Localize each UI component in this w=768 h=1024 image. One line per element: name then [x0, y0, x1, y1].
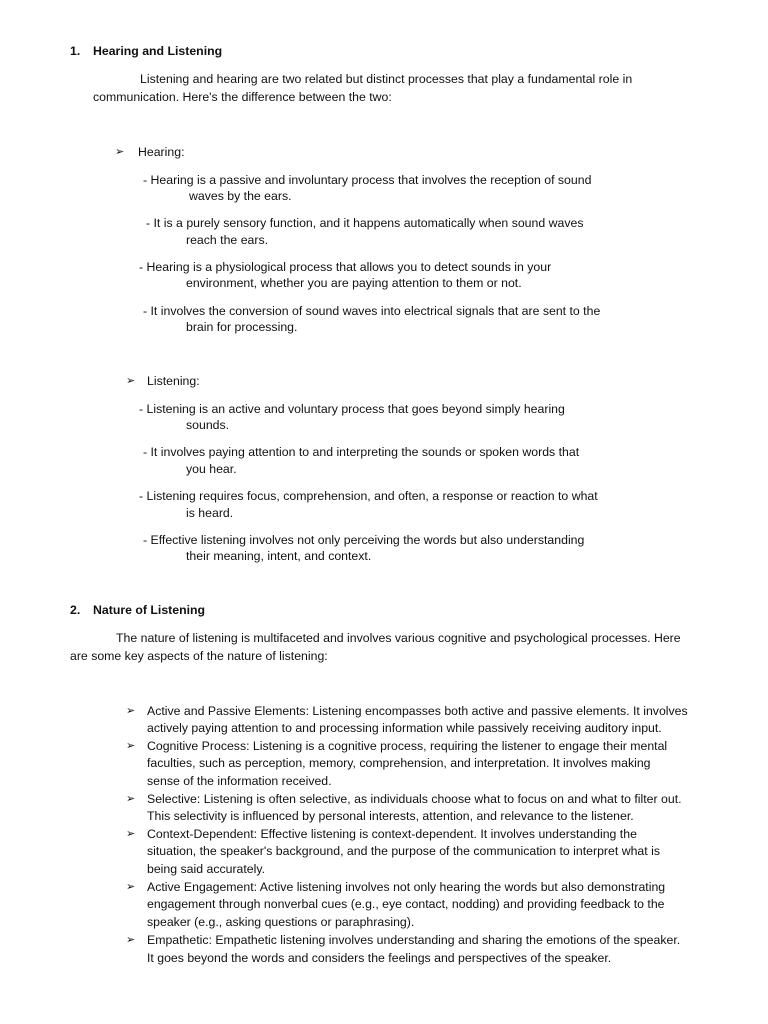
arrowhead-bullet-icon: ➢: [126, 881, 136, 893]
point-line: - Effective listening involves not only perceiving the words but also understanding: [143, 533, 585, 547]
arrowhead-bullet-icon: ➢: [126, 793, 136, 805]
list-item-line: sense of the information received.: [147, 774, 332, 788]
list-item-line: being said accurately.: [147, 862, 266, 876]
arrowhead-bullet-icon: ➢: [126, 705, 136, 717]
point-line: - Hearing is a physiological process that allows you to detect sounds in your: [139, 260, 552, 274]
point-line: - It involves the conversion of sound waves into electrical signals that are sent to the: [143, 304, 601, 318]
point-line: their meaning, intent, and context.: [186, 549, 372, 563]
section-title: Nature of Listening: [93, 603, 206, 617]
subheading-listening: Listening:: [147, 374, 200, 388]
list-item-line: situation, the speaker's background, and the purpose of the communication to interpret what is: [147, 844, 660, 858]
point-line: sounds.: [186, 418, 230, 432]
arrowhead-bullet-icon: ➢: [126, 740, 136, 752]
list-item-line: speaker (e.g., asking questions or paraphrasing).: [147, 915, 415, 929]
section-number: 1.: [70, 44, 81, 58]
point-line: - Hearing is a passive and involuntary process that involves the reception of sound: [143, 173, 592, 187]
point-line: reach the ears.: [186, 233, 269, 247]
arrowhead-bullet-icon: ➢: [126, 375, 136, 387]
paragraph-line: The nature of listening is multifaceted and involves various cognitive and psychological processes. Here: [116, 631, 681, 645]
list-item-line: This selectivity is influenced by personal interests, attention, and relevance to the listener.: [147, 809, 634, 823]
point-line: you hear.: [186, 462, 237, 476]
list-item-line: Active and Passive Elements: Listening encompasses both active and passive elements. It involves: [147, 704, 688, 718]
list-item-line: It goes beyond the words and considers the feelings and perspectives of the speaker.: [147, 951, 612, 965]
point-line: brain for processing.: [186, 320, 298, 334]
arrowhead-bullet-icon: ➢: [126, 934, 136, 946]
list-item-line: Selective: Listening is often selective, as individuals choose what to focus on and what to filter out.: [147, 792, 682, 806]
list-item-line: Cognitive Process: Listening is a cognitive process, requiring the listener to engage their mental: [147, 739, 668, 753]
list-item-line: Context-Dependent: Effective listening is context-dependent. It involves understanding the: [147, 827, 637, 841]
paragraph-line: communication. Here's the difference between the two:: [93, 90, 392, 104]
arrowhead-bullet-icon: ➢: [126, 828, 136, 840]
list-item-line: Active Engagement: Active listening involves not only hearing the words but also demonstrating: [147, 880, 666, 894]
point-line: - Listening requires focus, comprehension, and often, a response or reaction to what: [139, 489, 598, 503]
paragraph-line: are some key aspects of the nature of listening:: [70, 649, 328, 663]
point-line: is heard.: [186, 506, 234, 520]
section-number: 2.: [70, 603, 81, 617]
arrowhead-bullet-icon: ➢: [115, 146, 125, 158]
subheading-hearing: Hearing:: [138, 145, 185, 159]
point-line: environment, whether you are paying attention to them or not.: [186, 276, 522, 290]
list-item-line: Empathetic: Empathetic listening involves understanding and sharing the emotions of the speaker.: [147, 933, 681, 947]
point-line: - It involves paying attention to and interpreting the sounds or spoken words that: [143, 445, 580, 459]
point-line: - Listening is an active and voluntary process that goes beyond simply hearing: [139, 402, 565, 416]
point-line: waves by the ears.: [189, 189, 292, 203]
list-item-line: engagement through nonverbal cues (e.g., eye contact, nodding) and providing feedback to the: [147, 897, 665, 911]
section-title: Hearing and Listening: [93, 44, 223, 58]
paragraph-line: Listening and hearing are two related but distinct processes that play a fundamental role in: [140, 72, 633, 86]
point-line: - It is a purely sensory function, and it happens automatically when sound waves: [146, 216, 584, 230]
list-item-line: faculties, such as perception, memory, comprehension, and interpretation. It involves making: [147, 756, 651, 770]
list-item-line: actively paying attention to and processing information while passively receiving auditory input.: [147, 721, 662, 735]
